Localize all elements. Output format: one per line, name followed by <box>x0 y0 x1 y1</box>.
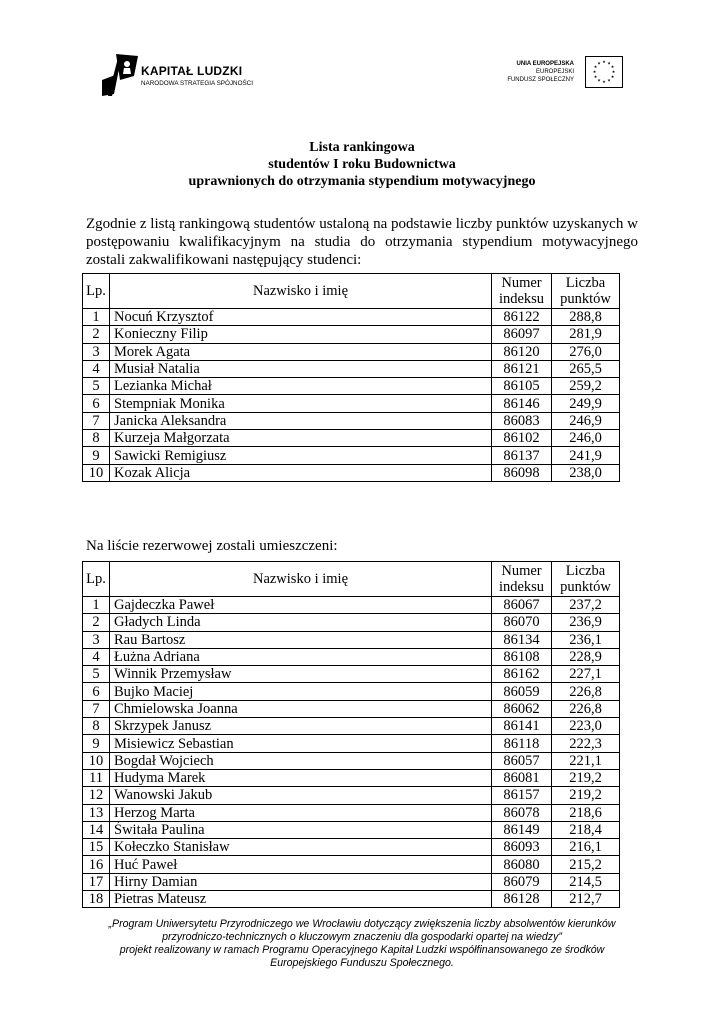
row-lp: 3 <box>83 343 110 360</box>
table-row <box>83 804 620 821</box>
row-points: 246,9 <box>552 412 620 429</box>
row-name: Kozak Alicja <box>110 464 492 481</box>
row-name: Rau Bartosz <box>110 631 492 648</box>
row-name: Łużna Adriana <box>110 648 492 665</box>
row-points: 215,2 <box>552 856 620 873</box>
table-row <box>83 769 620 786</box>
row-name: Wanowski Jakub <box>110 787 492 804</box>
row-lp: 5 <box>83 666 110 683</box>
row-points: 227,1 <box>552 666 620 683</box>
row-index: 86137 <box>492 447 552 464</box>
table-row <box>83 873 620 890</box>
footer-note <box>0 918 724 970</box>
table-row <box>83 395 620 412</box>
svg-text:★: ★ <box>610 64 615 69</box>
row-lp: 18 <box>83 891 110 908</box>
row-lp: 11 <box>83 769 110 786</box>
row-lp: 7 <box>83 700 110 717</box>
table-row <box>83 700 620 717</box>
heading-line2: studentów I roku Budownictwa <box>268 157 456 172</box>
row-lp: 6 <box>83 395 110 412</box>
row-index: 86057 <box>492 752 552 769</box>
row-index: 86162 <box>492 666 552 683</box>
row-name: Herzog Marta <box>110 804 492 821</box>
reserve-list-table <box>82 561 620 908</box>
table-row <box>83 326 620 343</box>
row-index: 86070 <box>492 614 552 631</box>
table-row <box>83 614 620 631</box>
row-lp: 4 <box>83 360 110 377</box>
logo-subtitle: NARODOWA STRATEGIA SPÓJNOŚCI <box>141 80 253 87</box>
row-index: 86079 <box>492 873 552 890</box>
row-points: 265,5 <box>552 360 620 377</box>
col-points: Liczba punktów <box>552 562 620 597</box>
row-lp: 17 <box>83 873 110 890</box>
row-points: 236,1 <box>552 631 620 648</box>
row-index: 86102 <box>492 430 552 447</box>
table-row <box>83 752 620 769</box>
row-name: Janicka Aleksandra <box>110 412 492 429</box>
row-name: Lezianka Michał <box>110 378 492 395</box>
row-lp: 12 <box>83 787 110 804</box>
row-points: 241,9 <box>552 447 620 464</box>
row-lp: 14 <box>83 821 110 838</box>
row-name: Misiewicz Sebastian <box>110 735 492 752</box>
row-name: Bujko Maciej <box>110 683 492 700</box>
col-lp: Lp. <box>83 562 110 597</box>
row-points: 288,8 <box>552 309 620 326</box>
row-index: 86081 <box>492 769 552 786</box>
table-row <box>83 735 620 752</box>
row-name: Chmielowska Joanna <box>110 700 492 717</box>
svg-text:★: ★ <box>597 77 601 83</box>
row-lp: 7 <box>83 412 110 429</box>
row-index: 86122 <box>492 309 552 326</box>
logo-title: KAPITAŁ LUDZKI <box>141 64 243 78</box>
row-name: Hudyma Marek <box>110 769 492 786</box>
table-row <box>83 343 620 360</box>
svg-text:★: ★ <box>610 74 615 79</box>
row-name: Świtała Paulina <box>110 821 492 838</box>
row-name: Stempniak Monika <box>110 395 492 412</box>
row-points: 214,5 <box>552 873 620 890</box>
row-index: 86078 <box>492 804 552 821</box>
row-name: Morek Agata <box>110 343 492 360</box>
row-name: Winnik Przemysław <box>110 666 492 683</box>
row-index: 86121 <box>492 360 552 377</box>
row-points: 226,8 <box>552 700 620 717</box>
row-points: 281,9 <box>552 326 620 343</box>
row-points: 237,2 <box>552 597 620 614</box>
table-row <box>83 378 620 395</box>
svg-text:★: ★ <box>592 69 597 74</box>
svg-text:★: ★ <box>602 79 606 84</box>
table-row <box>83 648 620 665</box>
row-lp: 13 <box>83 804 110 821</box>
col-points: Liczba punktów <box>552 274 620 309</box>
row-points: 221,1 <box>552 752 620 769</box>
table-header-row <box>83 562 620 597</box>
row-index: 86083 <box>492 412 552 429</box>
main-ranking-table <box>82 273 620 482</box>
col-name: Nazwisko i imię <box>110 274 492 309</box>
footer-line1: „Program Uniwersytetu Przyrodniczego we Wrocławiu dotyczący zwiększenia liczby absolwentów kierunków <box>108 918 616 930</box>
svg-text:★: ★ <box>602 59 606 64</box>
row-index: 86062 <box>492 700 552 717</box>
intro-paragraph: Zgodnie z listą rankingową studentów ustaloną na podstawie liczby punktów uzyskanych w postępowaniu kwalifikacyjnym na studia do otrzymania stypendium motywacyjnego zostali zakwalifikowani następujący studenci: <box>86 216 638 268</box>
row-points: 219,2 <box>552 769 620 786</box>
col-name: Nazwisko i imię <box>110 562 492 597</box>
row-index: 86146 <box>492 395 552 412</box>
footer-line3: projekt realizowany w ramach Programu Operacyjnego Kapitał Ludzki współfinansowanego ze środków <box>119 944 605 956</box>
row-lp: 2 <box>83 614 110 631</box>
svg-text:★: ★ <box>597 60 601 66</box>
col-index: Numer indeksu <box>492 562 552 597</box>
eu-logo-text <box>507 60 574 84</box>
row-points: 222,3 <box>552 735 620 752</box>
table-row <box>83 839 620 856</box>
eu-logo <box>490 56 630 92</box>
col-index: Numer indeksu <box>492 274 552 309</box>
row-points: 246,0 <box>552 430 620 447</box>
table-row <box>83 412 620 429</box>
table-row <box>83 891 620 908</box>
svg-text:★: ★ <box>593 74 598 79</box>
row-points: 236,9 <box>552 614 620 631</box>
row-index: 86157 <box>492 787 552 804</box>
row-index: 86149 <box>492 821 552 838</box>
table-row <box>83 360 620 377</box>
row-lp: 15 <box>83 839 110 856</box>
row-lp: 1 <box>83 309 110 326</box>
row-points: 228,9 <box>552 648 620 665</box>
heading-line1: Lista rankingowa <box>309 140 415 155</box>
kapital-ludzki-emblem-icon <box>100 50 140 98</box>
table-row <box>83 683 620 700</box>
row-lp: 8 <box>83 718 110 735</box>
row-index: 86128 <box>492 891 552 908</box>
table-row <box>83 430 620 447</box>
row-name: Hirny Damian <box>110 873 492 890</box>
row-lp: 6 <box>83 683 110 700</box>
row-points: 218,4 <box>552 821 620 838</box>
row-index: 86059 <box>492 683 552 700</box>
row-points: 219,2 <box>552 787 620 804</box>
row-points: 212,7 <box>552 891 620 908</box>
row-name: Huć Paweł <box>110 856 492 873</box>
row-lp: 5 <box>83 378 110 395</box>
row-lp: 3 <box>83 631 110 648</box>
row-lp: 8 <box>83 430 110 447</box>
table-row <box>83 597 620 614</box>
row-name: Skrzypek Janusz <box>110 718 492 735</box>
row-points: 226,8 <box>552 683 620 700</box>
document-heading <box>0 139 724 190</box>
row-index: 86108 <box>492 648 552 665</box>
row-index: 86080 <box>492 856 552 873</box>
row-index: 86097 <box>492 326 552 343</box>
table-row <box>83 447 620 464</box>
row-name: Kołeczko Stanisław <box>110 839 492 856</box>
row-points: 249,9 <box>552 395 620 412</box>
row-index: 86141 <box>492 718 552 735</box>
row-index: 86067 <box>492 597 552 614</box>
row-lp: 10 <box>83 752 110 769</box>
kapital-ludzki-logo <box>100 50 253 98</box>
row-lp: 10 <box>83 464 110 481</box>
row-name: Musiał Natalia <box>110 360 492 377</box>
row-points: 238,0 <box>552 464 620 481</box>
row-name: Pietras Mateusz <box>110 891 492 908</box>
table-row <box>83 666 620 683</box>
eu-line1: UNIA EUROPEJSKA <box>516 61 574 67</box>
svg-text:★: ★ <box>611 69 616 74</box>
row-points: 218,6 <box>552 804 620 821</box>
row-points: 259,2 <box>552 378 620 395</box>
table-row <box>83 309 620 326</box>
row-lp: 2 <box>83 326 110 343</box>
row-name: Gładych Linda <box>110 614 492 631</box>
row-name: Kurzeja Małgorzata <box>110 430 492 447</box>
reserve-heading: Na liście rezerwowej zostali umieszczeni: <box>86 538 338 554</box>
row-index: 86134 <box>492 631 552 648</box>
row-points: 223,0 <box>552 718 620 735</box>
row-index: 86118 <box>492 735 552 752</box>
row-lp: 4 <box>83 648 110 665</box>
row-name: Konieczny Filip <box>110 326 492 343</box>
row-index: 86093 <box>492 839 552 856</box>
row-points: 276,0 <box>552 343 620 360</box>
table-row <box>83 718 620 735</box>
svg-text:★: ★ <box>607 60 611 66</box>
row-name: Gajdeczka Paweł <box>110 597 492 614</box>
footer-line2: przyrodniczo-technicznych o kluczowym znaczeniu dla gospodarki opartej na wiedzy” <box>162 931 562 943</box>
col-lp: Lp. <box>83 274 110 309</box>
table-row <box>83 787 620 804</box>
table-row <box>83 856 620 873</box>
row-index: 86120 <box>492 343 552 360</box>
footer-line4: Europejskiego Funduszu Społecznego. <box>270 957 454 969</box>
row-lp: 1 <box>83 597 110 614</box>
svg-text:★: ★ <box>607 77 611 83</box>
eu-line3: FUNDUSZ SPOŁECZNY <box>507 77 574 83</box>
row-lp: 16 <box>83 856 110 873</box>
row-lp: 9 <box>83 735 110 752</box>
row-name: Sawicki Remigiusz <box>110 447 492 464</box>
eu-line2: EUROPEJSKI <box>535 69 574 75</box>
heading-line3: uprawnionych do otrzymania stypendium motywacyjnego <box>188 174 536 189</box>
row-index: 86098 <box>492 464 552 481</box>
table-row <box>83 631 620 648</box>
svg-text:★: ★ <box>593 64 598 69</box>
row-index: 86105 <box>492 378 552 395</box>
row-name: Bogdał Wojciech <box>110 752 492 769</box>
row-points: 216,1 <box>552 839 620 856</box>
table-header-row <box>83 274 620 309</box>
table-row <box>83 464 620 481</box>
table-row <box>83 821 620 838</box>
row-lp: 9 <box>83 447 110 464</box>
row-name: Nocuń Krzysztof <box>110 309 492 326</box>
eu-flag-icon <box>585 56 623 88</box>
